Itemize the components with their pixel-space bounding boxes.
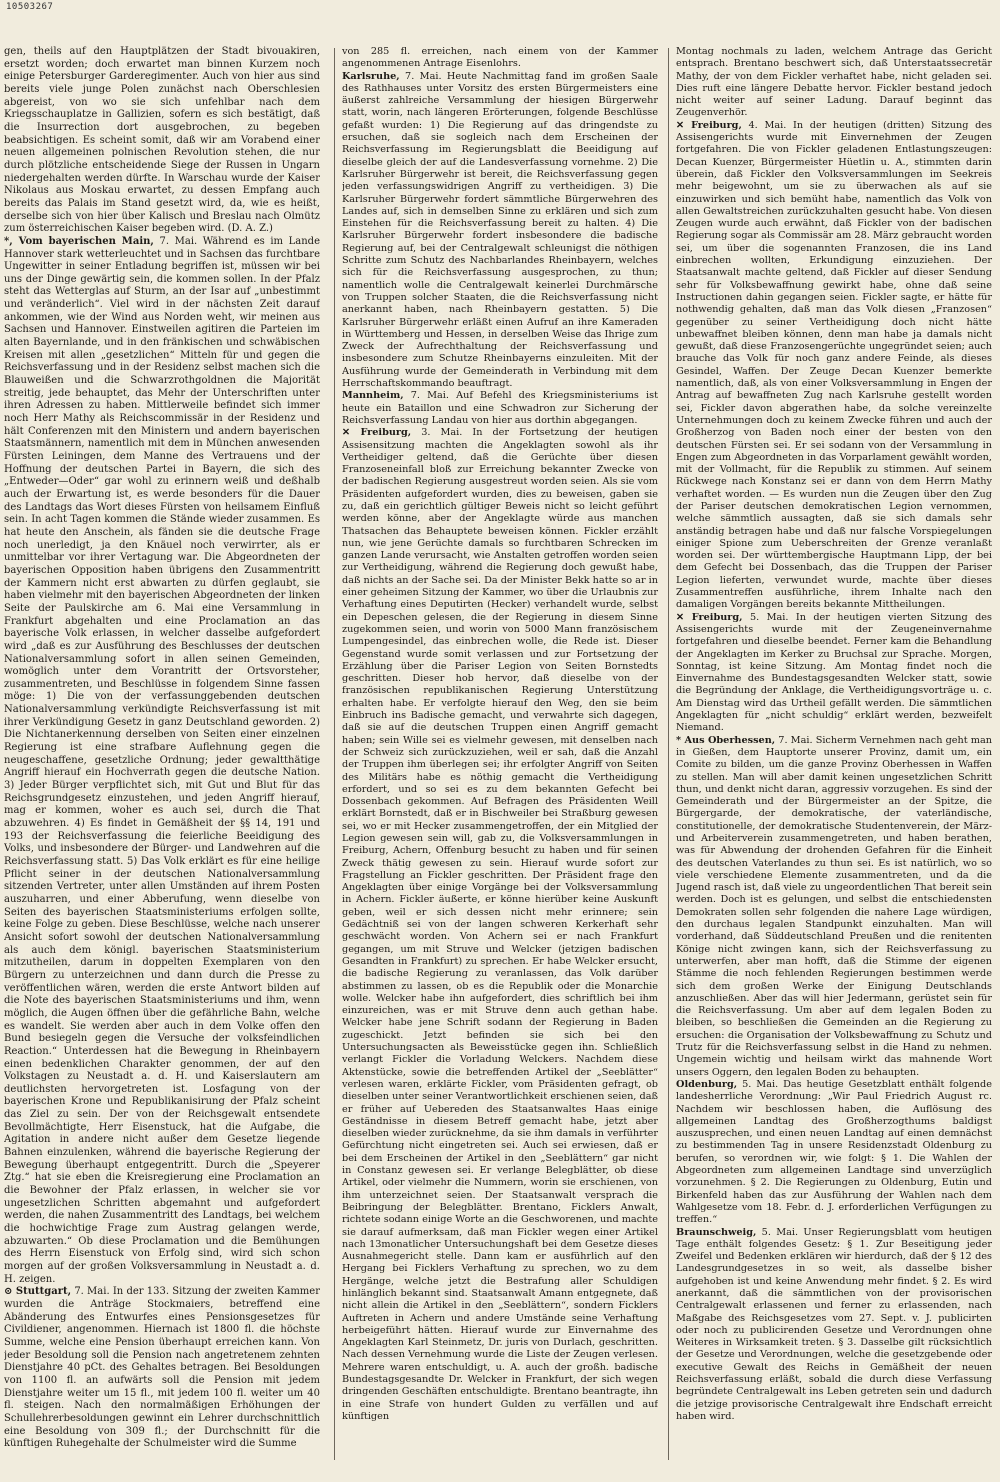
archive-id: 10503267 <box>6 2 54 12</box>
article-paragraph <box>342 427 658 1423</box>
article-dateline: Karlsruhe, <box>342 70 400 82</box>
article-text: 7. Mai. Heute Nachmittag fand im großen Saale des Rathhauses unter Vorsitz des ersten Bürgermeisters eine äußerst zahlreiche Versammlung der hiesigen Bürgerwehr statt, worin, nach längeren Erörterungen, folgende Beschlüsse gefaßt wurden: 1) Die Regierung auf das dringendste zu ersuchen, daß sie sogleich nach dem Erscheinen der Reichsverfassung im Regierungsblatt die Beeidigung auf dieselbe gleich der auf die Landesverfassung vornehme. 2) Die Karlsruher Bürgerwehr ist bereit, die Reichsverfassung gegen jeden verfassungswidrigen Angriff zu vertheidigen. 3) Die Karlsruher Bürgerwehr fordert sämmtliche Bürgerwehren des Landes auf, sich in demselben Sinne zu erklären und sich zum Einstehen für die Reichsverfassung bereit zu halten. 4) Die Karlsruher Bürgerwehr fordert insbesondere die badische Regierung auf, bei der Centralgewalt schleunigst die nöthigen Schritte zum Schutz des Nachbarlandes Rheinbayern, welches sich für die Reichsverfassung ausgesprochen, zu thun; namentlich wolle die Centralgewalt keinerlei Durchmärsche von Truppen solcher Staaten, die die Reichsverfassung nicht anerkannt haben, nach Rheinbayern gestatten. 5) Die Karlsruher Bürgerwehr erläßt einen Aufruf an ihre Kameraden in Württemberg und Hessen, in derselben Weise das Ihrige zum Zweck der Aufrechthaltung der Reichsverfassung und insbesondere zum Schutze Rheinbayerns einzuleiten. Mit der Ausführung wurde der Gemeinderath in Verbindung mit dem Herrschaftskommando beauftragt. <box>342 70 658 390</box>
text-column-3 <box>676 46 992 1466</box>
text-column-2 <box>342 46 658 1466</box>
article-text: von 285 fl. erreichen, nach einem von der Kammer angenommenen Antrage Eisenlohrs. <box>342 46 658 70</box>
article-paragraph <box>4 1286 320 1451</box>
article-paragraph <box>676 46 992 120</box>
article-paragraph <box>4 236 320 1286</box>
article-text: 7. Mai. Auf Befehl des Kriegsministeriums ist heute ein Bataillon und eine Schwadron zur Sicherung der Reichsverfassung Landau von hier aus dorthin abgegangen. <box>342 390 658 426</box>
article-dateline: ✕ Freiburg, <box>676 611 743 623</box>
column-divider <box>668 48 669 1460</box>
article-dateline: Oldenburg, <box>676 1078 738 1090</box>
article-text: gen, theils auf den Hauptplätzen der Stadt bivouakiren, ersetzt worden; doch erwartet man binnen Kurzem noch einige Petersburger Garderegimenter. Auch von hier aus sind bereits viele junge Polen zunächst nach Oberschlesien abgereist, von wo sie sich unfehlbar nach dem Kriegsschauplatze in Gallizien, sofern es sich bestätigt, daß die Insurrection dort ausgebrochen, zu begeben beabsichtigen. Es scheint somit, daß wir am Vorabend einer neuen allgemeinen polnischen Revolution stehen, die nur durch plötzliche entscheidende Siege der Russen in Ungarn niedergehalten werden dürfte. In Warschau wurde der Kaiser Nikolaus aus Moskau erwartet, zu dessen Empfang auch bereits das Palais im Stand gesetzt wird, da, wie es heißt, derselbe sich von hier über Kalisch und Breslau nach Olmütz zum österreichischen Kaiser begeben wird. (D. A. Z.) <box>4 46 320 235</box>
article-paragraph <box>4 46 320 236</box>
article-paragraph <box>676 1227 992 1424</box>
article-text: 7. Mai. In der 133. Sitzung der zweiten Kammer wurden die Anträge Stockmaiers, betreffend eine Abänderung des Entwurfes eines Pensionsgesetzes für Civildiener, angenommen. Hiernach ist 1800 fl. die höchste Summe, welche eine Pension überhaupt erreichen kann. Von jeder Besoldung soll die Pension nach angetretenem zehnten Dienstjahre 40 pCt. des Gehaltes betragen. Bei Besoldungen von 1100 fl. an aufwärts soll die Pension mit jedem Dienstjahre weiter um 15 fl., mit jedem 100 fl. weiter um 40 fl. steigen. Nach den normalmäßigen Erhöhungen der Schullehrerbesoldungen gewinnt ein Lehrer durchschnittlich eine Besoldung von 309 fl.; der Durchschnitt für die künftigen Ruhegehalte der Schulmeister wird die Summe <box>4 1286 320 1450</box>
column-body <box>4 46 320 1451</box>
text-column-1 <box>4 46 320 1466</box>
article-text: 5. Mai. Das heutige Gesetzblatt enthält folgende landesherrliche Verordnung: „Wir Paul Friedrich August rc. Nachdem wir beschlossen haben, die Auflösung des allgemeinen Landtag des Großherzogthums baldigst auszusprechen, und einen neuen Landtag auf einen demnächst zu bestimmenden Tag in unsere Residenzstadt Oldenburg zu berufen, so verordnen wir, wie folgt: § 1. Die Wahlen der Abgeordneten zum allgemeinen Landtage sind unverzüglich vorzunehmen. § 2. Die Regierungen zu Oldenburg, Eutin und Birkenfeld haben das zur Ausführung der Wahlen nach dem Wahlgesetze vom 18. Febr. d. J. erforderlichen Verfügungen zu treffen.“ <box>676 1078 992 1226</box>
article-dateline: *, Vom bayerischen Main, <box>4 235 154 247</box>
article-dateline: Mannheim, <box>342 390 404 402</box>
article-text: 7. Mai. Während es im Lande Hannover stark wetterleuchtet und in Sachsen das furchtbare Ungewitter in seiner Entladung begriffen ist, müssen wir bei uns der Dinge gewärtig sein, die kommen sollen. In der Pfalz steht das Wetterglas auf Sturm, an der Isar auf „unbestimmt und veränderlich“. Viel wird in der nächsten Zeit darauf ankommen, wie der Wind aus Norden weht, wir meinen aus Sachsen und Hannover. Einstweilen agitiren die Parteien im alten Bayernlande, und in den fränkischen und schwäbischen Kreisen mit allen „gesetzlichen“ Mitteln für und gegen die Reichsverfassung und in der Residenz selbst machen sich die Blauweißen und die Schwarzrothgoldnen die Majorität streitig, jede behauptet, das Mehr der Unterschriften unter ihren Adressen zu haben. Mittlerweile befindet sich immer noch Herr Mathy als Reichscommissär in der Residenz und hält Conferenzen mit den Ministern und andern bayerischen Staatsmännern, namentlich mit dem in München anwesenden Fürsten Leiningen, dem Manne des Vertrauens und der Hoffnung der deutschen Partei in Bayern, die sich des „Entweder—Oder“ gar wohl zu erinnern weiß und deßhalb auch der Erwartung ist, es werde besonders für die Dauer des Landtags das Wort dieses Fürsten von heilsamem Einfluß sein. In acht Tagen kommen die Stände wieder zusammen. Es hat heute den Anschein, als fänden sie die deutsche Frage noch unerledigt, ja den Knäuel noch verwirrter, als er unmittelbar vor ihrer Vertagung war. Die Abgeordneten der bayerischen Opposition haben übrigens den Zusammentritt der Kammern nicht erst abwarten zu dürfen geglaubt, sie haben vielmehr mit den bayerischen Abgeordneten der linken Seite der Paulskirche am 6. Mai eine Versammlung in Frankfurt abgehalten und eine Proclamation an das bayerische Volk erlassen, in welcher dasselbe aufgefordert wird „daß es zur Ausführung des Beschlusses der deutschen Nationalversammlung sofort in allen seinen Gemeinden, womöglich unter dem Vorantritt der Ortsvorsteher, zusammentreten, und Beschlüsse in folgendem Sinne fassen möge: 1) Die von der verfassunggebenden deutschen Nationalversammlung verkündigte Reichsverfassung ist mit ihrer Verkündigung Gesetz in ganz Deutschland geworden. 2) Die Nichtanerkennung derselben von Seiten einer einzelnen Regierung ist eine strafbare Auflehnung gegen die neugeschaffene, gesetzliche Ordnung; jeder gewaltthätige Angriff hierauf ein Hochverrath gegen die deutsche Nation. 3) Jeder Bürger verpflichtet sich, mit Gut und Blut für das Reichsgrundgesetz einzustehen, und jeden Angriff hierauf, mag er kommen, woher es auch sei, durch die That abzuwehren. 4) Es findet in Gemäßheit der §§ 14, 191 und 193 der Reichsverfassung die feierliche Beeidigung des Volks, und insbesondere der Bürger- und Landwehren auf die Reichsverfassung statt. 5) Das Volk erklärt es für eine heilige Pflicht seiner in der deutschen Nationalversammlung sitzenden Vertreter, unter allen Umständen auf ihrem Posten auszuharren, und einer Abberufung, wenn dieselbe von Seiten des bayerischen Staatsministeriums erfolgen sollte, keine Folge zu geben. Diese Beschlüsse, welche nach unserer Ansicht sofort sowohl der deutschen Nationalversammlung als auch dem königl. bayerischen Staatsministerium mitzutheilen, darum in doppelten Exemplaren von den Bürgern zu unterzeichnen und dann durch die Presse zu veröffentlichen wären, werden die erste Antwort bilden auf die Note des bayerischen Staatsministeriums und ihm, wenn möglich, die Augen öffnen über die gefährliche Bahn, welche es wandelt. Sie werden aber auch in dem Volke offen den Bund besiegeln gegen die Versuche der volksfeindlichen Reaction.“ Unterdessen hat die Bewegung in Rheinbayern einen bedenklichen Charakter genommen, der auf den Volkstagen zu Neustadt a. d. H. und Kaiserslautern am deutlichsten hervorgetreten ist. Losfagung von der bayerischen Krone und Republikanisirung der Pfalz scheint das Ziel zu sein. Der von der Reichsgewalt entsendete Bevollmächtigte, Herr Eisenstuck, hat die Aufgabe, die Agitation in andere nicht außer dem Gesetze liegende Bahnen einzulenken, während die bayerische Regierung der Bewegung überhaupt entgegentritt. Durch die „Speyerer Ztg.“ hat sie eben die Kreisregierung eine Proclamation an die Bewohner der Pfalz erlassen, in welcher sie vor ungesetzlichen Schritten abgemahnt und aufgefordert werden, die nahen Zusammentritt des Landtags, bei welchem die hochwichtige Frage zum Austrag gelangen werde, abzuwarten.“ Ob diese Proclamation und die Bemühungen des Herrn Eisenstuck von Erfolg sind, wird sich schon morgen auf der großen Volksversammlung in Neustadt a. d. H. zeigen. <box>4 235 320 1285</box>
article-text: 4. Mai. In der heutigen (dritten) Sitzung des Assisengerichts wurde mit Einvernehmen der Zeugen fortgefahren. Die von Fickler geladenen Entlastungszeugen: Decan Kuenzer, Bürgermeister Hüetlin u. A., stimmten darin überein, daß Fickler den Volksversammlungen im Seekreis mehr beigewohnt, um sie zu überwachen als auf sie einzuwirken und sich bemüht habe, namentlich das Volk von allen Gewaltstreichen zurückzuhalten gesucht habe. Von diesen Zeugen wurde auch erwähnt, daß Fickler von der badischen Regierung sogar als Commissär am 28. März gebraucht worden sei, um über die sogenannten Franzosen, die ins Land einbrechen wollten, Erkundigung einzuziehen. Der Staatsanwalt machte geltend, daß Fickler auf dieser Sendung sehr für Volksbewaffnung gewirkt habe, ohne daß seine Instructionen dahin gegangen seien. Fickler sagte, er hätte für nothwendig gehalten, daß man das Volk diesen „Franzosen“ gegenüber zu seiner Vertheidigung doch nicht hätte unbewaffnet bleiben können, denn man habe ja damals nicht gewußt, daß diese Franzosengerüchte ungegründet seien; auch brauche das Volk für noch ganz andere Feinde, als dieses Gesindel, Waffen. Der Zeuge Decan Kuenzer bemerkte namentlich, daß, als von einer Volksversammlung in Engen der Antrag auf bewaffneten Zug nach Karlsruhe gestellt worden sei, Fickler davon abgerathen habe, da solche vereinzelte Unternehmungen doch zu keinem Zwecke führen und auch der Großherzog von Baden noch einer der besten von den deutschen Fürsten sei. Er sei sodann von der Versammlung in Engen zum Abgeordneten in das Vorparlament gewählt worden, mit der Vollmacht, für die Republik zu stimmen. Auf seinem Rückwege nach Konstanz sei er dann von dem Herrn Mathy verhaftet worden. — Es wurden nun die Zeugen über den Zug der Pariser deutschen demokratischen Legion vernommen, welche sämmtlich aussagten, daß sie sich damals sehr anständig betragen habe und daß nur falsche Vorspiegelungen einiger Spione zum Ueberschreiten der Grenze veranlaßt worden sei. Der württembergische Hauptmann Lipp, der bei dem Gefecht bei Dossenbach, das die Truppen der Pariser Legion lieferten, verwundet wurde, machte über dieses Zusammentreffen ausführliche, ihrem Inhalte nach den damaligen Vorgängen bereits bekannte Mittheilungen. <box>676 119 992 611</box>
article-paragraph <box>342 390 658 427</box>
article-text: 7. Mai. Sicherm Vernehmen nach geht man in Gießen, dem Hauptorte unserer Provinz, damit um, ein Comite zu bilden, um die ganze Provinz Oberhessen in Waffen zu stellen. Man will aber damit keinen ungesetzlichen Schritt thun, und denkt nicht daran, aggressiv vorzugehen. Es sind der Gemeinderath und der Bürgermeister an der Spitze, die Bürgergarde, der demokratische, der vaterländische, constitutionelle, der demokratische Studentenverein, der März- und Arbeiterverein zusammengetreten, und haben berathen, was für Abwendung der drohenden Gefahren für die Einheit des deutschen Vaterlandes zu thun sei. Es ist natürlich, wo so viele verschiedene Elemente zusammentreten, und da die Jugend rasch ist, daß viele zu ungeordentlichen That bereit sein werden. Doch ist es gelungen, und selbst die entschiedensten Demokraten sollen sehr folgenden die nahere Lage würdigen, den durchaus legalen Standpunkt einzuhalten. Man will vorderhand, daß Süddeutschland Preußen und die renitenten Könige nicht zwingen kann, sich der Reichsverfassung zu unterwerfen, aber man hofft, daß die Stimme der eigenen Stämme die noch fehlenden Regierungen bestimmen werde sich dem großen Werke der Einigung Deutschlands anzuschließen. Aber das will hier Jedermann, gerüstet sein für die Reichsverfassung. Um aber auf dem legalen Boden zu bleiben, so beschließen die Gemeinden an die Regierung zu ersuchen: die Organisation der Volksbewaffnung zu Schutz und Trutz für die Reichsverfassung selbst in die Hand zu nehmen. Ungemein wichtig und heilsam wirkt das mahnende Wort unsers Oggern, den legalen Boden zu behaupten. <box>676 734 992 1078</box>
article-dateline: Braunschweig, <box>676 1226 757 1238</box>
article-paragraph <box>676 612 992 735</box>
article-text: 5. Mai. Unser Regierungsblatt vom heutigen Tage enthält folgendes Gesetz: § 1. Zur Beseitigung jeder Zweifel und Bedenken erklären wir hierdurch, daß der § 12 des Landesgrundgesetzes in so weit, als dasselbe bisher aufgehoben ist und keine Anwendung mehr findet. § 2. Es wird anerkannt, daß die sämmtlichen von der provisorischen Centralgewalt erlassenen und ferner zu erlassenden, nach Maßgabe des Reichsgesetzes vom 27. Sept. v. J. publicirten oder noch zu publicirenden Gesetze und Verordnungen ohne Weiteres in Wirksamkeit treten. § 3. Dasselbe gilt rücksichtlich der Gesetze und Verordnungen, welche die gesetzgebende oder executive Gewalt des Reichs in Gemäßheit der neuen Reichsverfassung erläßt, sobald die durch diese Verfassung begründete Centralgewalt ins Leben getreten sein und dadurch die jetzige provisorische Centralgewalt ihre Endschaft erreicht haben wird. <box>676 1226 992 1422</box>
column-divider <box>334 48 335 1460</box>
article-dateline: ✕ Freiburg, <box>676 119 742 131</box>
article-paragraph <box>342 46 658 71</box>
article-text: Montag nochmals zu laden, welchem Antrage das Gericht entsprach. Brentano beschwert sich, daß Unterstaatssecretär Mathy, der von dem Fickler verhaftet habe, nicht geladen sei. Dies ruft eine längere Debatte hervor. Fickler bestand jedoch nicht weiter auf seiner Ladung. Darauf beginnt das Zeugenverhör. <box>676 46 992 119</box>
article-paragraph <box>342 71 658 391</box>
article-paragraph <box>676 120 992 612</box>
article-dateline: ⊙ Stuttgart, <box>4 1286 72 1298</box>
article-text: 5. Mai. In der heutigen vierten Sitzung des Assisengerichts wurde mit der Zeugeneinvernahme fortgefahren und dieselbe beendet. Ferner kam die Behandlung der Angeklagten im Kerker zu Bruchsal zur Sprache. Morgen, Sonntag, ist keine Sitzung. Am Montag findet noch die Einvernahme des Bundestagsgesandten Welcker statt, sowie die Begründung der Anklage, die Vertheidigungsvorträge u. c. Am Dienstag wird das Urtheil gefällt werden. Die sämmtlichen Angeklagten für „nicht schuldig“ erklärt werden, bezweifelt Niemand. <box>676 611 992 734</box>
column-body <box>342 46 658 1423</box>
column-body <box>676 46 992 1423</box>
article-dateline: * Aus Oberhessen, <box>676 734 776 746</box>
article-paragraph <box>676 735 992 1079</box>
article-paragraph <box>676 1079 992 1227</box>
article-text: 3. Mai. In der Fortsetzung der heutigen Assisensitzung machten die Angeklagten sowohl als ihr Vertheidiger geltend, daß die Gerüchte über diesen Franzoseneinfall bloß zur Erreichung bekannter Zwecke von der badischen Regierung ausgestreut worden seien. Als sie vom Präsidenten aufgefordert wurden, dies zu beweisen, gaben sie zu, daß ein gerichtlich gültiger Beweis nicht so leicht geführt werden könne, aber der Angeklagte würde aus manchen Thatsachen das Behauptete beweisen können. Fickler erzählt nun, wie jene Gerüchte damals so furchtbaren Schrecken im ganzen Lande verursacht, wie Anstalten getroffen worden seien zur Vertheidigung, während die Regierung doch gewußt habe, daß nichts an der Sache sei. Da der Minister Bekk hatte so ar in einer geheimen Sitzung der Kammer, wo über die Urlaubnis zur Verhaftung eines Deputirten (Hecker) verhandelt wurde, selbst ein Depeschen gelesen, die der Regierung in diesem Sinne zugekommen seien, und worin von 5000 Mann französischem Lumpengesindel, das einbrechen wolle, die Rede ist. Dieser Gegenstand wurde somit verlassen und zur Fortsetzung der Erzählung über die Pariser Legion von Seiten Bornstedts geschritten. Dieser hob hervor, daß dieselbe von der französischen republikanischen Regierung Unterstützung erhalten habe. Er verfolgte hierauf den Weg, den sie beim Einbruch ins Badische gemacht, und verwahrte sich dagegen, daß sie auf die deutschen Truppen einen Angriff gemacht haben; sein Wille sei es vielmehr gewesen, mit denselben nach der Schweiz sich zurückzuziehen, weil er sah, daß die Anzahl der Truppen ihm überlegen sei; ihr erfolgter Angriff von Seiten des Militärs habe es nöthig gemacht die Vertheidigung erfordert, und so sei es zu dem bekannten Gefecht bei Dossenbach gekommen. Auf Befragen des Präsidenten Weill erklärt Bornstedt, daß er in Bischweiler bei Straßburg gewesen sei, wo er mit Hecker zusammengetroffen, der ein Mitglied der Legion gewesen sein will, gab zu, die Volksversammlungen in Freiburg, Achern, Offenburg besucht zu haben und für seinen Zweck thätig gewesen zu sein. Hierauf wurde sofort zur Fragstellung an Fickler geschritten. Der Präsident frage den Angeklagten über einige Vorgänge bei der Volksversammlung in Achern. Fickler äußerte, er könne hierüber keine Auskunft geben, weil er sich dessen nicht mehr erinnere; sein Gedächtniß sei von der langen schweren Kerkerhaft sehr geschwächt worden. Von Achern sei er nach Frankfurt gegangen, um mit Struve und Welcker (jetzigen badischen Gesandten in Frankfurt) zu sprechen. Er habe Welcker ersucht, die badische Regierung zu veranlassen, das Volk darüber abstimmen zu lassen, ob es die Republik oder die Monarchie wolle. Welcker habe ihn aufgefordert, dies schriftlich bei ihm einzureichen, was er mit Struve denn auch gethan habe. Welcker habe jene Schrift sodann der Regierung in Baden zugeschickt. Jetzt befinden sie sich bei den Untersuchungsacten als Beweisstücke gegen ihn. Schließlich verlangt Fickler die Vorladung Welckers. Nachdem diese Aktenstücke, sowie die betreffenden Artikel der „Seeblätter“ verlesen waren, erklärte Fickler, vom Präsidenten gefragt, ob dieselben unter seiner Verantwortlichkeit erschienen seien, daß er früher auf Uebereden des Staatsanwaltes Haas einige Geständnisse in diesem Betreff gemacht habe, jetzt aber dieselben wieder zurücknehme, da sie ihm damals in verführter Gefürchtung nicht eingetreten sei. Auch sei erwiesen, daß er bei dem Erscheinen der Artikel in den „Seeblättern“ gar nicht in Constanz gewesen sei. Er verlange Belegblätter, ob diese Artikel, oder vielmehr die Nummern, worin sie erschienen, von ihm unterzeichnet seien. Der Staatsanwalt versprach die Beibringung der Belegblätter. Brentano, Ficklers Anwalt, richtete sodann einige Worte an die Geschworenen, und machte sie darauf aufmerksam, daß man Fickler wegen einer Artikel nach 13monatlicher Untersuchungshaft bei dem Gesetze dieses Ausnahmegericht stelle. Dann kam er ausführlich auf den Hergang bei Ficklers Verhaftung zu sprechen, wo zu dem Hergänge, welche jetzt die Bestrafung aller Schuldigen hinlänglich bekannt sind. Staatsanwalt Amann entgegnete, daß nicht allein die Artikel in den „Seeblättern“, sondern Ficklers Auftreten in Achern und andere Umstände seine Verhaftung herbeigeführt hätten. Hierauf wurde zur Einvernahme des Angeklagten Karl Steinmetz, Dr. juris von Durlach, geschritten. Nach dessen Vernehmung wurde die Liste der Zeugen verlesen. Mehrere waren entschuldigt, u. A. auch der großh. badische Bundestagsgesandte Dr. Welcker in Frankfurt, der sich wegen dringenden Geschäften entschuldigte. Brentano beantragte, ihn in eine Strafe von hundert Gulden zu verfällen und auf künftigen <box>342 427 658 1422</box>
article-dateline: ✕ Freiburg, <box>342 427 412 439</box>
